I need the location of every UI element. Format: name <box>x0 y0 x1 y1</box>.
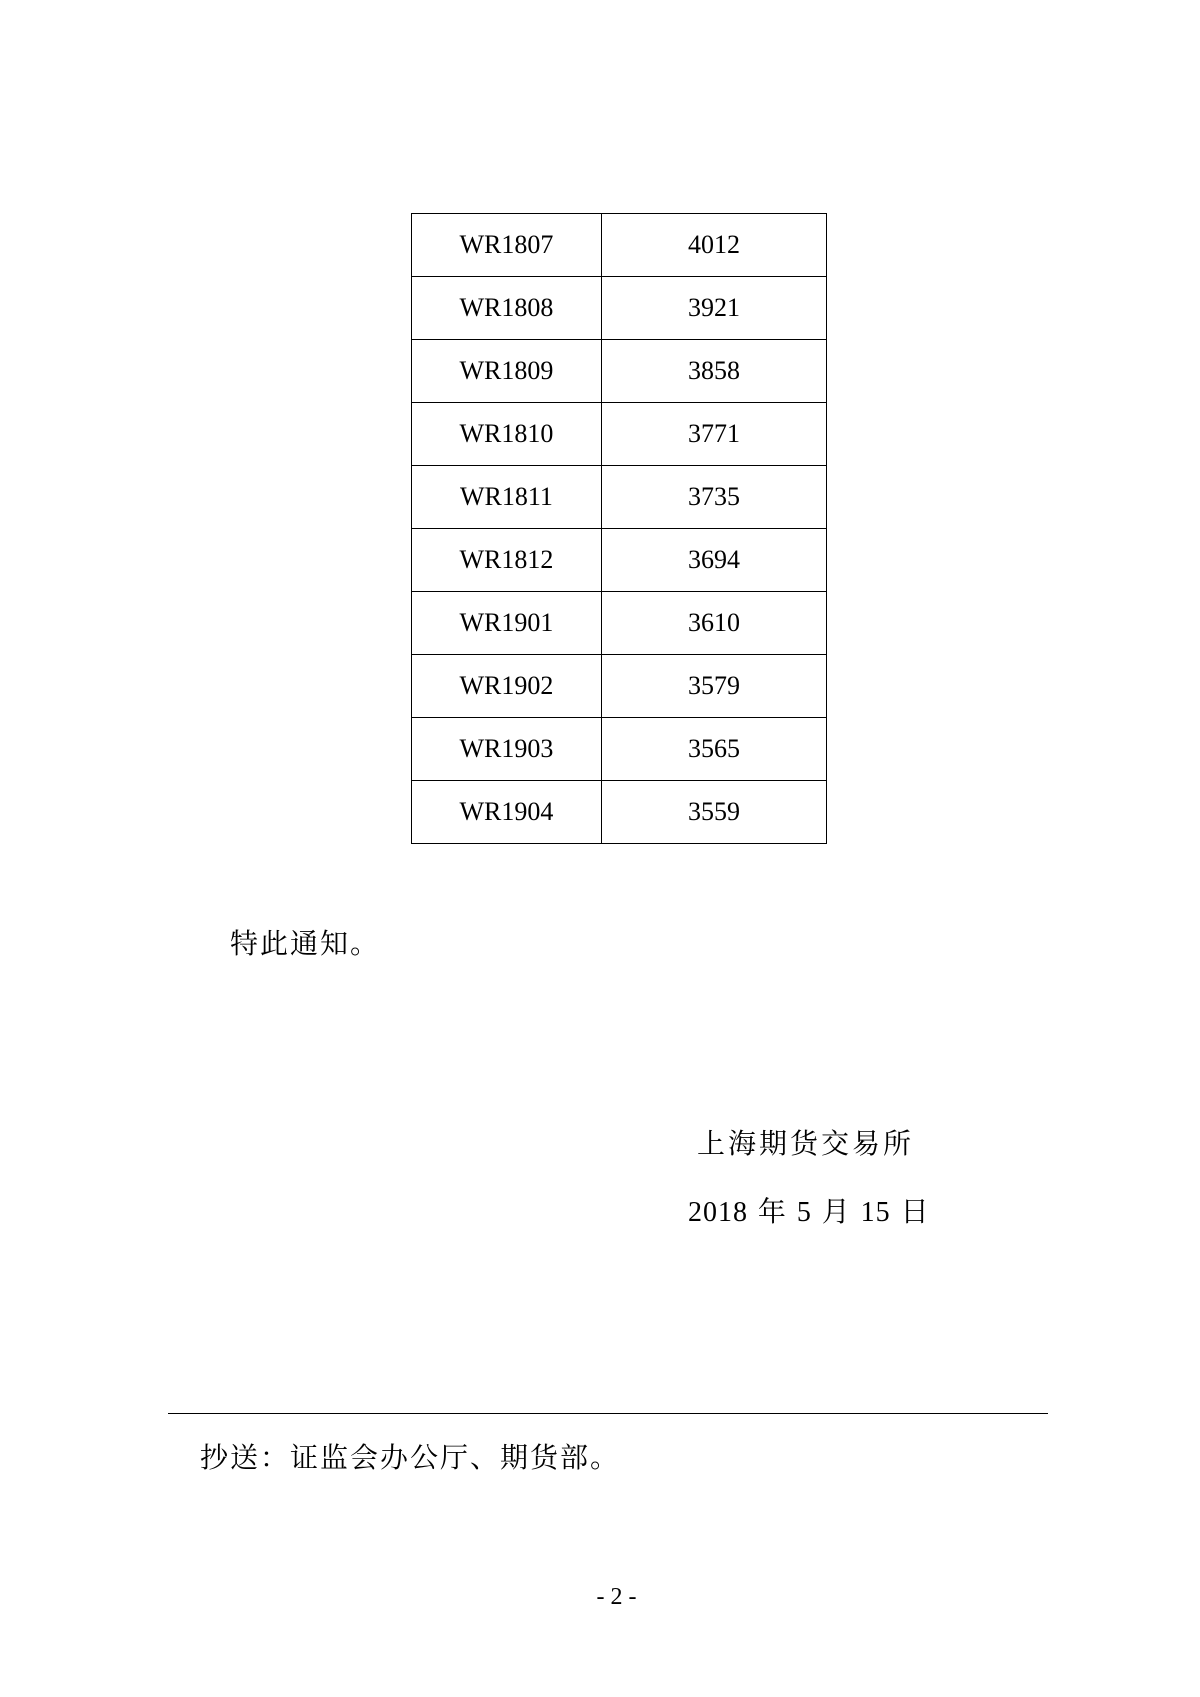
contract-cell: WR1902 <box>412 655 602 718</box>
price-cell: 3559 <box>601 781 826 844</box>
closing-remark: 特此通知。 <box>230 927 381 960</box>
date-day-char: 日 <box>900 1195 930 1228</box>
date-year: 2018 <box>688 1197 748 1228</box>
price-cell: 3858 <box>601 340 826 403</box>
date-year-char: 年 <box>757 1195 787 1228</box>
price-cell: 4012 <box>601 214 826 277</box>
cc-line: 抄送：证监会办公厅、期货部。 <box>200 1441 621 1474</box>
contract-cell: WR1808 <box>412 277 602 340</box>
table-row <box>412 781 827 844</box>
table-row <box>412 340 827 403</box>
footer-divider <box>168 1413 1048 1414</box>
date-month: 5 <box>796 1197 812 1228</box>
contract-cell: WR1904 <box>412 781 602 844</box>
table-row <box>412 718 827 781</box>
price-cell: 3579 <box>601 655 826 718</box>
table-row <box>412 529 827 592</box>
price-cell: 3921 <box>601 277 826 340</box>
contract-cell: WR1901 <box>412 592 602 655</box>
contract-cell: WR1811 <box>412 466 602 529</box>
date-day: 15 <box>860 1197 891 1228</box>
contract-cell: WR1809 <box>412 340 602 403</box>
contract-cell: WR1903 <box>412 718 602 781</box>
page-number: - 2 - <box>596 1584 637 1610</box>
price-cell: 3565 <box>601 718 826 781</box>
date-month-char: 月 <box>821 1195 851 1228</box>
price-cell: 3771 <box>601 403 826 466</box>
table-row <box>412 592 827 655</box>
table-row <box>412 466 827 529</box>
table-row <box>412 214 827 277</box>
table-row <box>412 403 827 466</box>
price-cell: 3694 <box>601 529 826 592</box>
issue-date <box>688 1190 930 1230</box>
contract-cell: WR1812 <box>412 529 602 592</box>
issuer-name: 上海期货交易所 <box>697 1127 915 1160</box>
contract-cell: WR1807 <box>412 214 602 277</box>
settlement-price-table <box>411 213 827 844</box>
table-row <box>412 655 827 718</box>
contract-cell: WR1810 <box>412 403 602 466</box>
table-row <box>412 277 827 340</box>
price-cell: 3610 <box>601 592 826 655</box>
price-cell: 3735 <box>601 466 826 529</box>
